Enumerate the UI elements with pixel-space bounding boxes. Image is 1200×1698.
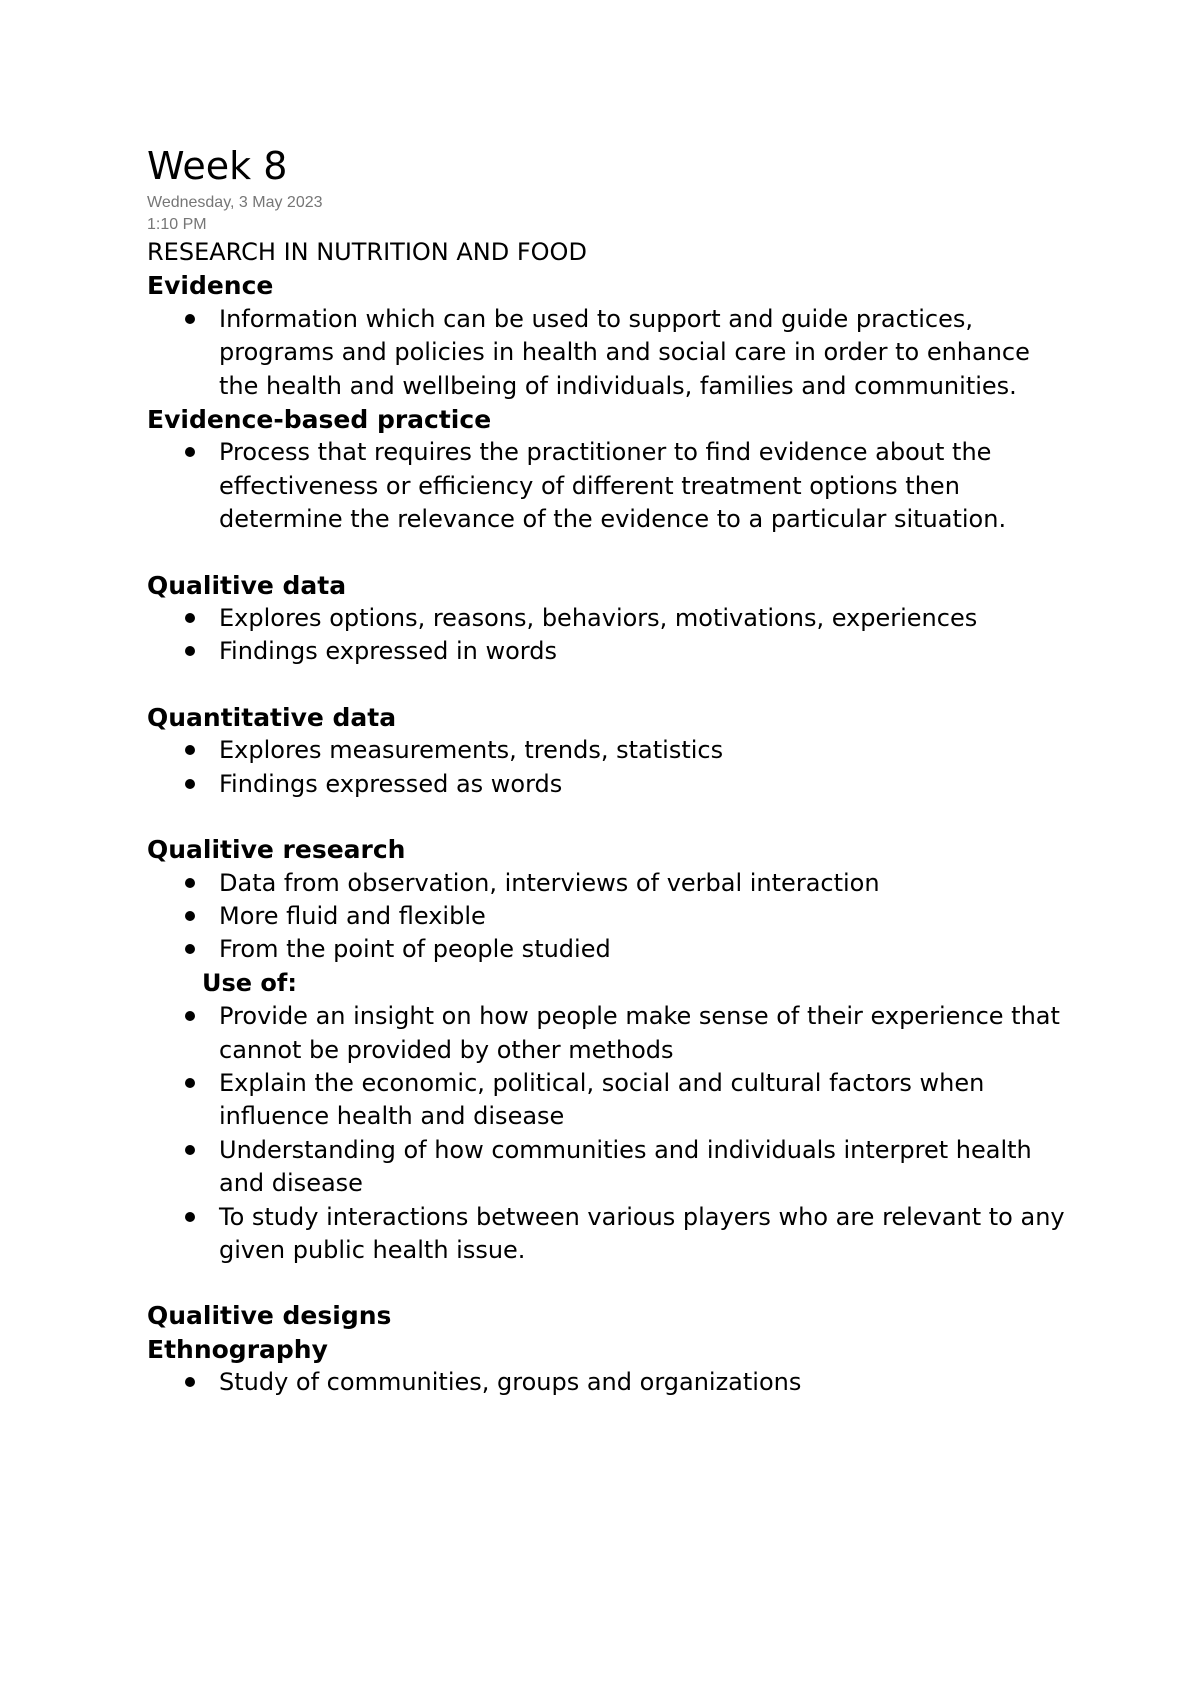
- list-item-text: From the point of people studied: [219, 935, 611, 964]
- bullet-list-evidence: [147, 303, 1067, 403]
- list-item-text: Data from observation, interviews of verbal interaction: [219, 868, 880, 897]
- blank-line: [147, 1267, 1067, 1299]
- bullet-icon: [185, 1011, 195, 1021]
- bullet-icon: [185, 1078, 195, 1088]
- list-item-text: Explain the economic, political, social and cultural factors when influence health and disease: [219, 1068, 985, 1131]
- section-heading-quantitative-data: Quantitative data: [147, 702, 397, 732]
- list-item-text: Provide an insight on how people make sense of their experience that cannot be provided by other methods: [219, 1002, 1060, 1064]
- list-item: [147, 867, 1067, 900]
- list-item: [147, 734, 1067, 767]
- list-item: [147, 1067, 1067, 1134]
- bullet-icon: [185, 1377, 195, 1387]
- bullet-icon: [185, 613, 195, 623]
- blank-line: [147, 537, 1067, 569]
- section-heading-qualitive-data: Qualitive data: [147, 570, 347, 600]
- bullet-icon: [185, 944, 195, 954]
- list-item-text: Explores options, reasons, behaviors, motivations, experiences: [219, 604, 978, 633]
- list-item: [147, 1366, 1067, 1399]
- bullet-list-quantitative-data: [147, 734, 1067, 801]
- section-subheading-ethnography: Ethnography: [147, 1334, 328, 1364]
- note-date: Wednesday, 3 May 2023: [147, 194, 323, 211]
- use-of-label: Use of:: [202, 968, 297, 997]
- list-item: [147, 933, 1067, 966]
- section-heading-qualitive-research: Qualitive research: [147, 835, 406, 865]
- list-item: [147, 768, 1067, 801]
- list-item: [147, 1201, 1067, 1268]
- list-item: [147, 1000, 1067, 1067]
- bullet-icon: [185, 779, 195, 789]
- section-heading-ebp: Evidence-based practice: [147, 405, 492, 435]
- list-item: [147, 303, 1067, 403]
- list-item-text: Findings expressed in words: [219, 637, 557, 666]
- bullet-icon: [185, 1145, 195, 1155]
- bullet-list-qualitive-data: [147, 602, 1067, 669]
- bullet-list-ebp: [147, 436, 1067, 536]
- bullet-icon: [185, 1212, 195, 1222]
- bullet-icon: [185, 646, 195, 656]
- note-page: [147, 140, 1067, 1400]
- note-heading: RESEARCH IN NUTRITION AND FOOD: [147, 238, 587, 266]
- list-item: [147, 900, 1067, 933]
- list-item-text: Study of communities, groups and organizations: [219, 1368, 802, 1397]
- list-item-text: Process that requires the practitioner to find evidence about the effectiveness or efficiency of different treatment options then determine the relevance of the evidence to a particular situation.: [219, 438, 1007, 534]
- list-item-text: More fluid and flexible: [219, 901, 486, 930]
- blank-line: [147, 801, 1067, 833]
- note-time: 1:10 PM: [147, 216, 207, 233]
- list-item-text: Information which can be used to support and guide practices, programs and policies in health and social care in order to enhance the health and wellbeing of individuals, families and communities.: [219, 304, 1030, 400]
- bullet-list-qualitive-research: [147, 867, 1067, 967]
- section-heading-evidence: Evidence: [147, 271, 274, 301]
- page-title: Week 8: [147, 144, 288, 188]
- bullet-list-ethnography: [147, 1366, 1067, 1399]
- list-item-text: Findings expressed as words: [219, 769, 563, 798]
- list-item-text: Explores measurements, trends, statistics: [219, 736, 724, 765]
- list-item: [147, 436, 1067, 536]
- list-item: [147, 1134, 1067, 1201]
- bullet-icon: [185, 447, 195, 457]
- list-item: [147, 635, 1067, 668]
- bullet-icon: [185, 878, 195, 888]
- blank-line: [147, 669, 1067, 701]
- bullet-icon: [185, 911, 195, 921]
- list-item-text: To study interactions between various players who are relevant to any given public health issue.: [219, 1202, 1065, 1264]
- bullet-list-use-of: [147, 1000, 1067, 1267]
- bullet-icon: [185, 745, 195, 755]
- list-item-text: Understanding of how communities and individuals interpret health and disease: [219, 1135, 1032, 1198]
- section-heading-qualitive-designs: Qualitive designs: [147, 1301, 392, 1331]
- list-item: [147, 602, 1067, 635]
- bullet-icon: [185, 314, 195, 324]
